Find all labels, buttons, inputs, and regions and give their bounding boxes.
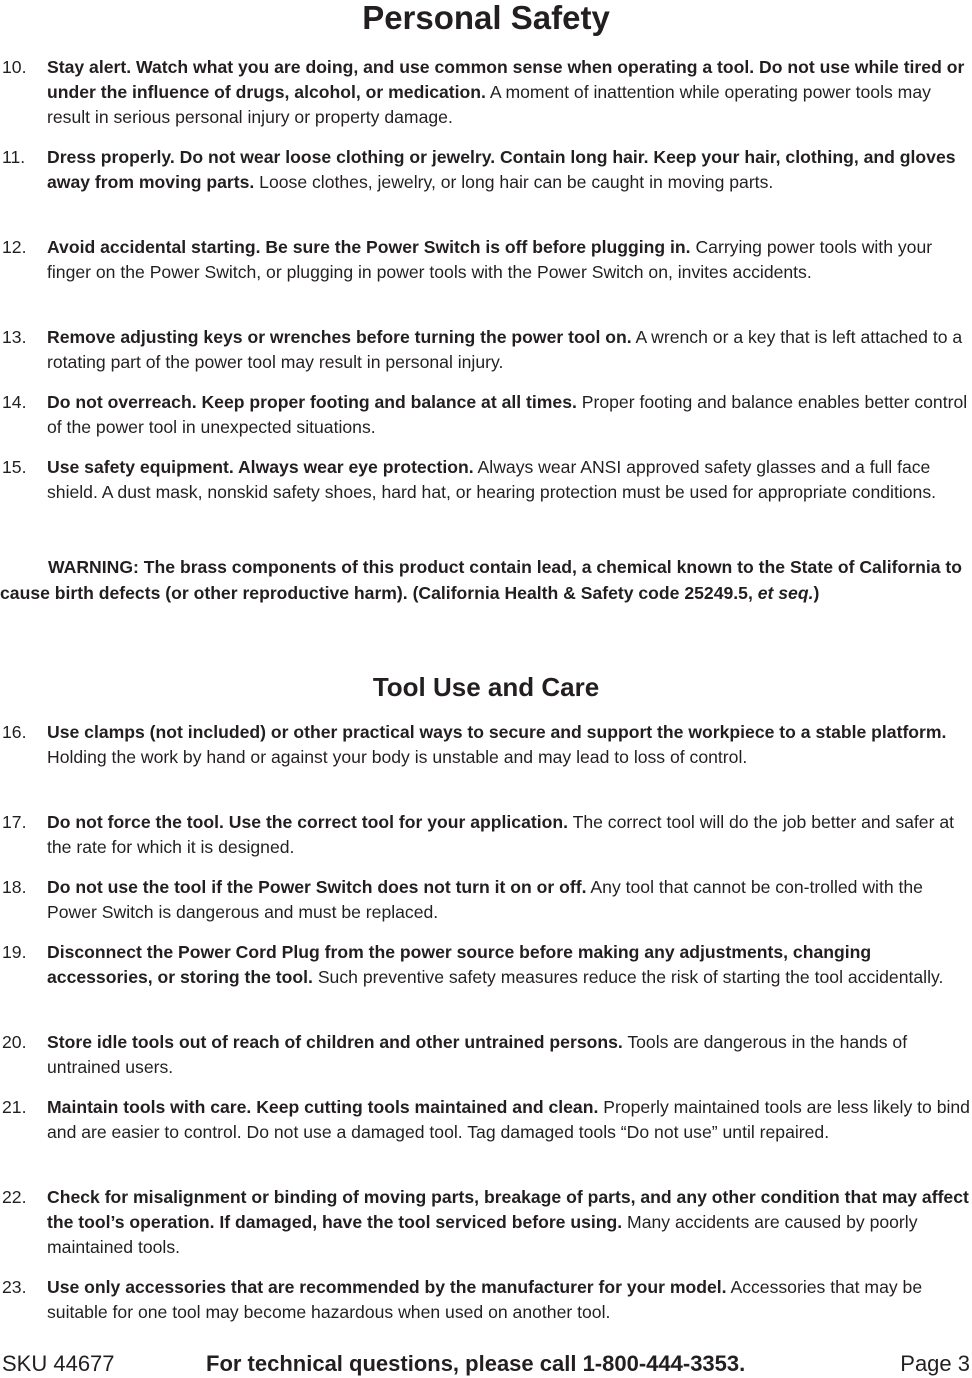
list-item — [0, 720, 972, 770]
warning-text: WARNING: The brass components of this product contain lead, a chemical known to the State of California to cause birth defects (or other reproductive harm). (California Health & Safety code 25249.5, — [0, 557, 962, 603]
warning-end: ) — [813, 582, 820, 603]
item-text: Carrying power tools with your finger on the Power Switch, or plugging in power tools with the Power Switch on, invites accidents. — [47, 237, 933, 282]
section-title-personal-safety: Personal Safety — [362, 0, 610, 36]
item-heading: Use clamps (not included) or other practical ways to secure and support the workpiece to a stable platform. — [47, 722, 947, 742]
page-number: Page 3 — [900, 1351, 970, 1376]
item-text: Holding the work by hand or against your body is unstable and may lead to loss of control. — [47, 747, 748, 767]
list-item — [0, 55, 972, 130]
item-heading: Remove adjusting keys or wrenches before turning the power tool on. — [47, 327, 632, 347]
california-warning — [0, 555, 972, 606]
warning-italic: et seq. — [757, 582, 814, 603]
item-text: A moment of inattention while operating power tools may result in serious personal injury or property damage. — [47, 82, 931, 127]
list-item — [0, 1185, 972, 1260]
item-text: A wrench or a key that is left attached to a rotating part of the power tool may result in personal injury. — [47, 327, 963, 372]
item-number: 19. — [2, 942, 27, 962]
item-heading: Check for misalignment or binding of moving parts, breakage of parts, and any other condition that may affect the tool’s operation. If damaged, have the tool serviced before using. — [47, 1187, 969, 1232]
item-heading: Do not overreach. Keep proper footing and balance at all times. — [47, 392, 577, 412]
item-text: Many accidents are caused by poorly maintained tools. — [47, 1212, 918, 1257]
item-text: Always wear ANSI approved safety glasses and a full face shield. A dust mask, nonskid safety shoes, hard hat, or hearing protection must be used for appropriate conditions. — [47, 457, 936, 502]
item-number: 23. — [2, 1277, 27, 1297]
list-item — [0, 1275, 972, 1325]
item-text: Any tool that cannot be con-trolled with the Power Switch is dangerous and must be replaced. — [47, 877, 923, 922]
list-item — [0, 940, 972, 990]
list-item — [0, 810, 972, 860]
item-heading: Use only accessories that are recommended by the manufacturer for your model. — [47, 1277, 727, 1297]
support-phone: For technical questions, please call 1-800-444-3353. — [206, 1351, 746, 1376]
list-item — [0, 1030, 972, 1080]
item-number: 11. — [2, 147, 26, 167]
item-heading: Do not force the tool. Use the correct tool for your application. — [47, 812, 569, 832]
item-number: 15. — [2, 457, 27, 477]
item-text: Proper footing and balance enables better control of the power tool in unexpected situations. — [47, 392, 968, 437]
item-heading: Avoid accidental starting. Be sure the Power Switch is off before plugging in. — [47, 237, 691, 257]
item-heading: Store idle tools out of reach of children and other untrained persons. — [47, 1032, 623, 1052]
item-heading: Do not use the tool if the Power Switch does not turn it on or off. — [47, 877, 587, 897]
item-text: Loose clothes, jewelry, or long hair can be caught in moving parts. — [254, 172, 774, 192]
item-heading: Dress properly. Do not wear loose clothing or jewelry. Contain long hair. Keep your hair, clothing, and gloves away from moving parts. — [47, 147, 956, 192]
item-heading: Disconnect the Power Cord Plug from the power source before making any adjustments, changing accessories, or storing the tool. — [47, 942, 872, 987]
item-heading: Stay alert. Watch what you are doing, and use common sense when operating a tool. Do not use while tired or under the influence of drugs, alcohol, or medication. — [47, 57, 965, 102]
page-footer — [0, 1350, 972, 1378]
item-number: 21. — [2, 1097, 27, 1117]
item-number: 14. — [2, 392, 27, 412]
item-number: 12. — [2, 237, 27, 257]
sku-number: SKU 44677 — [2, 1351, 115, 1376]
item-number: 18. — [2, 877, 27, 897]
item-heading: Maintain tools with care. Keep cutting tools maintained and clean. — [47, 1097, 599, 1117]
item-text: Tools are dangerous in the hands of untrained users. — [47, 1032, 908, 1077]
item-text: Accessories that may be suitable for one tool may become hazardous when used on another tool. — [47, 1277, 923, 1322]
item-number: 20. — [2, 1032, 27, 1052]
item-number: 16. — [2, 722, 27, 742]
item-number: 10. — [2, 57, 27, 77]
list-item — [0, 390, 972, 440]
item-heading: Use safety equipment. Always wear eye protection. — [47, 457, 474, 477]
list-item — [0, 325, 972, 375]
list-item — [0, 235, 972, 285]
list-item — [0, 875, 972, 925]
item-number: 17. — [2, 812, 27, 832]
item-number: 22. — [2, 1187, 27, 1207]
list-item — [0, 1095, 972, 1145]
item-text: Such preventive safety measures reduce the risk of starting the tool accidentally. — [312, 967, 944, 987]
item-number: 13. — [2, 327, 27, 347]
section-title-tool-use-and-care: Tool Use and Care — [372, 672, 600, 702]
item-text: The correct tool will do the job better and safer at the rate for which it is designed. — [47, 812, 954, 857]
list-item — [0, 455, 972, 505]
item-text: Properly maintained tools are less likely to bind and are easier to control. Do not use a damaged tool. Tag damaged tools “Do not use” until repaired. — [47, 1097, 970, 1142]
list-item — [0, 145, 972, 195]
